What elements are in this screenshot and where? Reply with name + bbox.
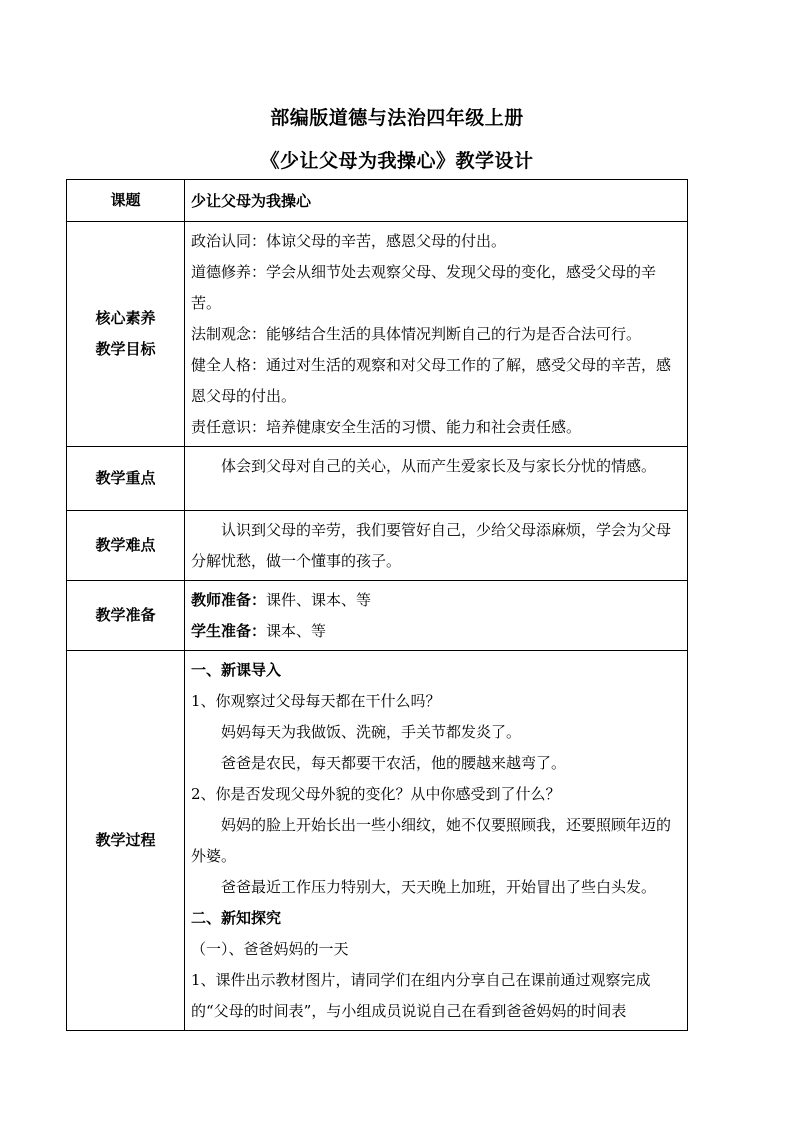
label-topic: 课题 (67, 180, 185, 222)
goal-political: 政治认同：体谅父母的辛苦，感恩父母的付出。 (191, 232, 507, 250)
activity-item-1: 1、课件出示教材图片，请同学们在组内分享自己在课前通过观察完成的“父母的时间表”，与小组成员说说自己在看到爸爸妈妈的时间表 (191, 971, 651, 1020)
row-preparation (67, 581, 688, 651)
teacher-prep (191, 585, 682, 616)
answer-4: 爸爸最近工作压力特别大，天天晚上加班，开始冒出了些白头发。 (221, 878, 657, 896)
goal-personality: 健全人格：通过对生活的观察和对父母工作的了解，感受父母的辛苦，感恩父母的付出。 (191, 356, 672, 405)
label-preparation: 教学准备 (67, 581, 185, 651)
preparation-content (185, 581, 688, 651)
topic-value (185, 180, 688, 222)
core-goals-content (185, 222, 688, 447)
label-core-line2: 教学目标 (95, 340, 156, 358)
row-difficulty (67, 511, 688, 581)
row-core-goals (67, 222, 688, 447)
goal-moral: 道德修养：学会从细节处去观察父母、发现父母的变化，感受父母的辛苦。 (191, 263, 657, 312)
difficulty-text: 认识到父母的辛劳，我们要管好自己，少给父母添麻烦，学会为父母分解忧愁，做一个懂事的孩子。 (191, 521, 672, 570)
row-topic (67, 180, 688, 222)
subsection-heading: （一）、爸爸妈妈的一天 (191, 940, 349, 958)
lesson-plan-table (66, 179, 688, 1031)
question-2: 2、你是否发现父母外貌的变化？从中你感受到了什么？ (191, 785, 561, 803)
goal-legal: 法制观念：能够结合生活的具体情况判断自己的行为是否合法可行。 (191, 325, 642, 343)
student-prep (191, 616, 682, 647)
process-content (185, 651, 688, 1031)
teacher-prep-value: 课件、课本、等 (266, 591, 372, 609)
goal-responsibility: 责任意识：培养健康安全生活的习惯、能力和社会责任感。 (191, 418, 582, 436)
row-key-points (67, 447, 688, 511)
label-core-line1: 核心素养 (95, 309, 156, 327)
answer-3: 妈妈的脸上开始长出一些小细纹，她不仅要照顾我，还要照顾年迈的外婆。 (191, 816, 672, 865)
label-core-goals (67, 222, 185, 447)
difficulty-content (185, 511, 688, 581)
student-prep-value: 课本、等 (266, 622, 327, 640)
section-explore-heading: 二、新知探究 (191, 909, 282, 927)
question-1: 1、你观察过父母每天都在干什么吗？ (191, 692, 441, 710)
label-difficulty: 教学难点 (67, 511, 185, 581)
answer-1: 妈妈每天为我做饭、洗碗，手关节都发炎了。 (221, 723, 522, 741)
label-key-points: 教学重点 (67, 447, 185, 511)
document-subtitle: 《少让父母为我操心》教学设计 (260, 150, 534, 172)
topic-text: 少让父母为我操心 (191, 191, 312, 210)
teacher-prep-label: 教师准备： (191, 591, 267, 609)
key-points-text: 体会到父母对自己的关心，从而产生爱家长及与家长分忧的情感。 (221, 457, 657, 475)
answer-2: 爸爸是农民，每天都要干农活，他的腰越来越弯了。 (221, 754, 567, 772)
document-title: 部编版道德与法治四年级上册 (270, 107, 524, 129)
key-points-content (185, 447, 688, 511)
label-process: 教学过程 (67, 651, 185, 1031)
section-intro-heading: 一、新课导入 (191, 661, 282, 679)
student-prep-label: 学生准备： (191, 622, 267, 640)
row-process (67, 651, 688, 1031)
